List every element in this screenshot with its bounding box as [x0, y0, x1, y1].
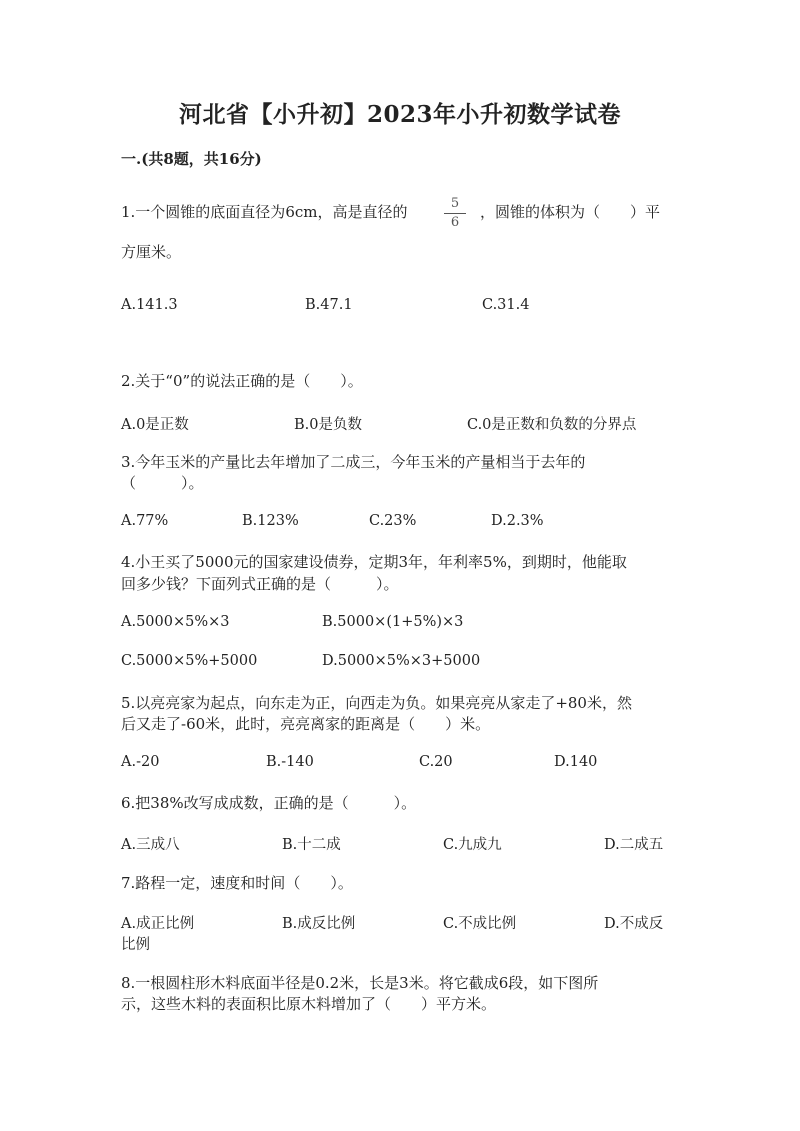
question-1-option-c: C.31.4: [482, 297, 530, 313]
question-2-option-c: C.0是正数和负数的分界点: [467, 417, 637, 433]
question-1-fraction: [444, 196, 466, 231]
question-4-option-d: D.5000×5%×3+5000: [322, 653, 481, 669]
question-8-line-2: 示，这些木料的表面积比原木料增加了（ ）平方米。: [121, 995, 497, 1013]
question-6-option-a: A.三成八: [121, 837, 180, 853]
question-7-option-a: A.成正比例: [121, 916, 195, 932]
question-7-option-b: B.成反比例: [282, 916, 356, 932]
question-7-option-d: D.不成反: [604, 916, 664, 932]
question-7-option-c: C.不成比例: [443, 916, 517, 932]
question-3-line-2: （ ）。: [121, 474, 204, 492]
question-6-option-c: C.九成九: [443, 837, 502, 853]
question-2-line-1: 2.关于“0”的说法正确的是（ ）。: [121, 372, 363, 390]
question-4-option-a: A.5000×5%×3: [121, 614, 230, 630]
question-6-option-b: B.十二成: [282, 837, 341, 853]
fraction-denominator: 6: [450, 215, 460, 230]
question-1-line-2: 方厘米。: [121, 243, 182, 261]
page-title: 河北省【小升初】2023年小升初数学试卷: [178, 101, 621, 128]
question-2-option-b: B.0是负数: [294, 417, 362, 433]
fraction-numerator: 5: [444, 196, 466, 214]
question-6-option-d: D.二成五: [604, 837, 664, 853]
question-1-line-1b: ，圆锥的体积为（ ）平: [480, 203, 661, 221]
question-1-option-a: A.141.3: [121, 297, 178, 313]
question-3-option-c: C.23%: [369, 513, 417, 529]
question-1-line-1a: 1.一个圆锥的底面直径为6cm，高是直径的: [121, 203, 408, 221]
question-5-option-b: B.-140: [266, 754, 314, 770]
question-6-line-1: 6.把38%改写成成数，正确的是（ ）。: [121, 794, 417, 812]
question-4-line-2: 回多少钱？下面列式正确的是（ ）。: [121, 575, 399, 593]
question-7-line-1: 7.路程一定，速度和时间（ ）。: [121, 874, 353, 892]
question-5-option-d: D.140: [554, 754, 598, 770]
question-5-line-2: 后又走了-60米，此时，亮亮离家的距离是（ ）米。: [121, 715, 491, 733]
question-3-option-a: A.77%: [121, 513, 169, 529]
question-2-option-a: A.0是正数: [121, 417, 189, 433]
question-3-line-1: 3.今年玉米的产量比去年增加了二成三，今年玉米的产量相当于去年的: [121, 453, 586, 471]
question-1-option-b: B.47.1: [305, 297, 353, 313]
section-heading: 一.(共8题，共16分): [121, 150, 262, 168]
question-5-line-1: 5.以亮亮家为起点，向东走为正，向西走为负。如果亮亮从家走了+80米，然: [121, 694, 632, 712]
question-8-line-1: 8.一根圆柱形木料底面半径是0.2米，长是3米。将它截成6段，如下图所: [121, 974, 599, 992]
question-4-line-1: 4.小王买了5000元的国家建设债券，定期3年，年利率5%，到期时，他能取: [121, 553, 627, 571]
question-3-option-d: D.2.3%: [491, 513, 544, 529]
question-5-option-c: C.20: [419, 754, 453, 770]
question-3-option-b: B.123%: [242, 513, 299, 529]
question-5-option-a: A.-20: [121, 754, 160, 770]
question-7-option-d-wrap: 比例: [121, 937, 150, 953]
question-4-option-b: B.5000×(1+5%)×3: [322, 614, 464, 630]
question-4-option-c: C.5000×5%+5000: [121, 653, 258, 669]
